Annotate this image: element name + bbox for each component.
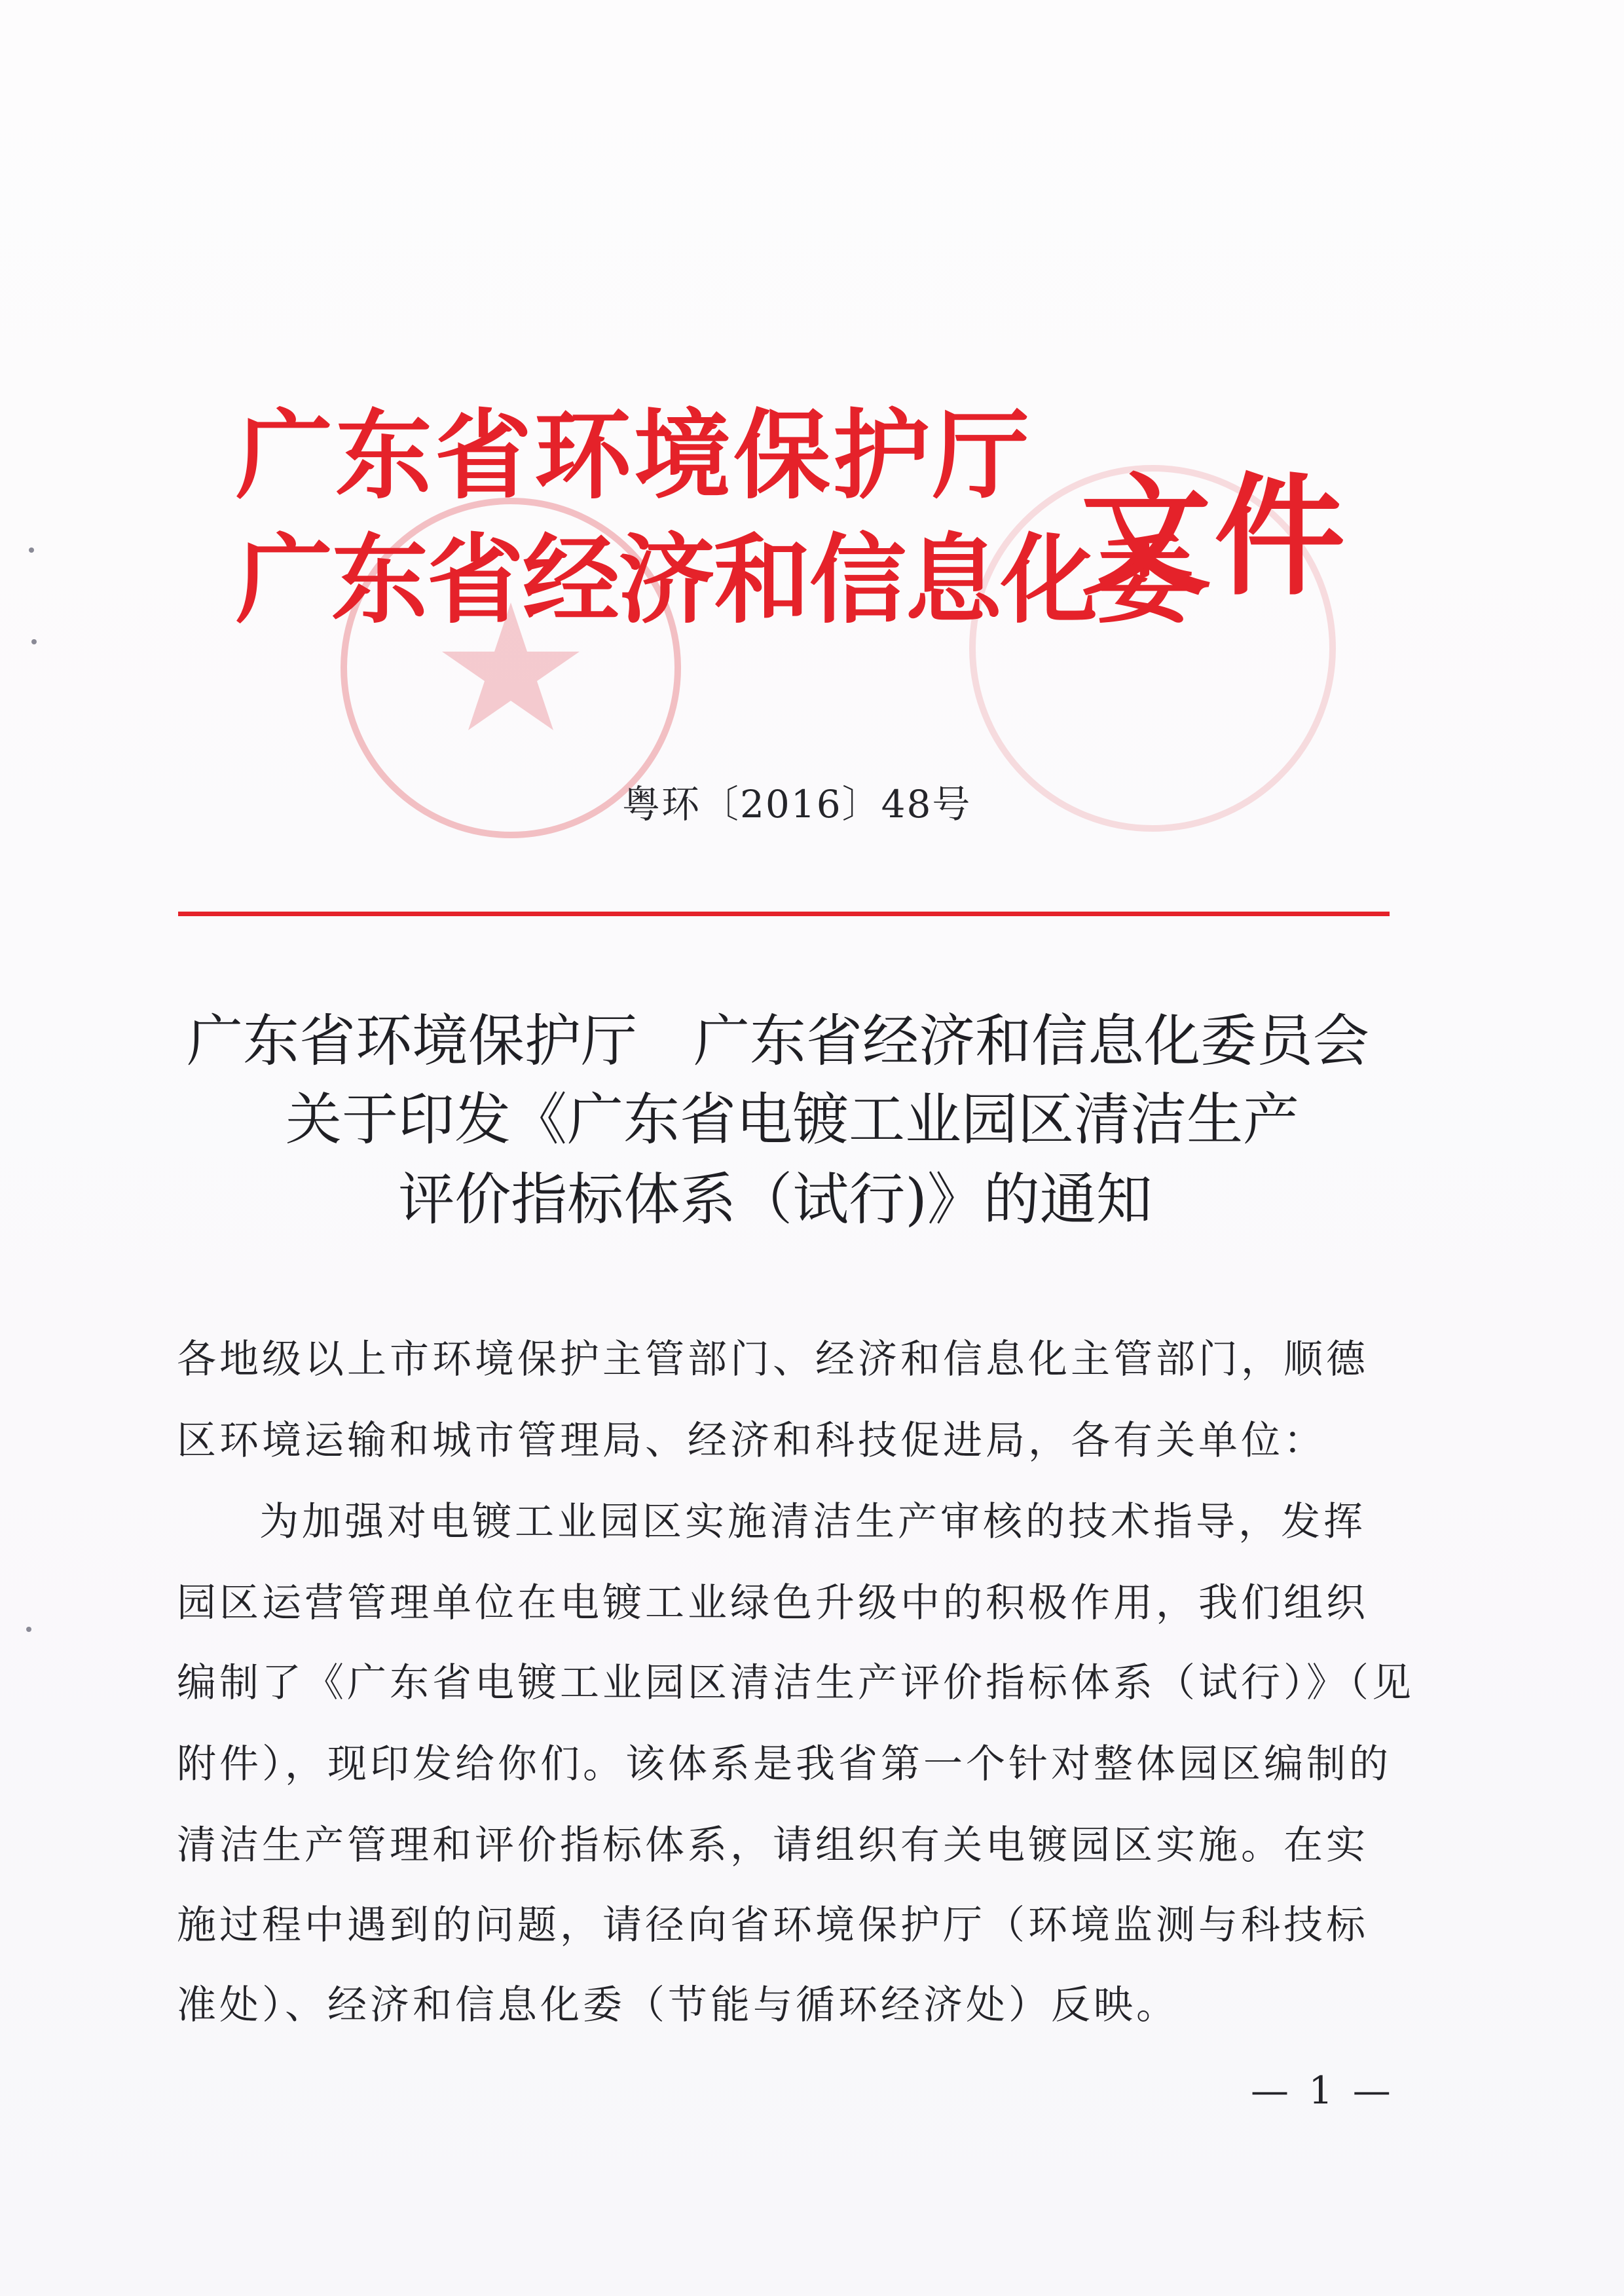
issuer-environmental-protection: 广东省环境保护厅 — [236, 398, 1032, 512]
body-line: 清洁生产管理和评价指标体系，请组织有关电镀园区实施。在实 — [177, 1823, 1369, 1868]
red-divider-line — [178, 912, 1390, 916]
body-line: 各地级以上市环境保护主管部门、经济和信息化主管部门，顺德 — [177, 1337, 1369, 1382]
document-label: 文件 — [1080, 460, 1348, 614]
issuer-economy-information: 广东省经济和信息化委 — [236, 523, 1192, 637]
scan-speck — [31, 639, 37, 644]
scan-speck — [26, 1627, 31, 1632]
notice-title-line-2: 关于印发《广东省电镀工业园区清洁生产 — [286, 1087, 1299, 1153]
scan-speck — [29, 547, 34, 553]
body-line: 编制了《广东省电镀工业园区清洁生产评价指标体系（试行）》（见 — [177, 1660, 1414, 1706]
document-number: 粤环〔2016〕48号 — [622, 782, 972, 826]
letterhead — [236, 393, 1349, 668]
page-number: — 1 — — [1251, 2068, 1395, 2113]
body-line: 区环境运输和城市管理局、经济和科技促进局，各有关单位： — [177, 1418, 1326, 1464]
body-line: 为加强对电镀工业园区实施清洁生产审核的技术指导，发挥 — [259, 1499, 1366, 1545]
body-line: 准处）、经济和信息化委（节能与循环经济处）反映。 — [177, 1982, 1179, 2028]
body-line: 施过程中遇到的问题，请径向省环境保护厅（环境监测与科技标 — [177, 1902, 1369, 1948]
notice-title-line-3: 评价指标体系（试行)》的通知 — [398, 1167, 1153, 1232]
body-line: 园区运营管理单位在电镀工业绿色升级中的积极作用，我们组织 — [177, 1580, 1369, 1626]
body-line: 附件），现印发给你们。该体系是我省第一个针对整体园区编制的 — [177, 1741, 1392, 1787]
notice-title-line-1: 广东省环境保护厅 广东省经济和信息化委员会 — [187, 1009, 1369, 1074]
